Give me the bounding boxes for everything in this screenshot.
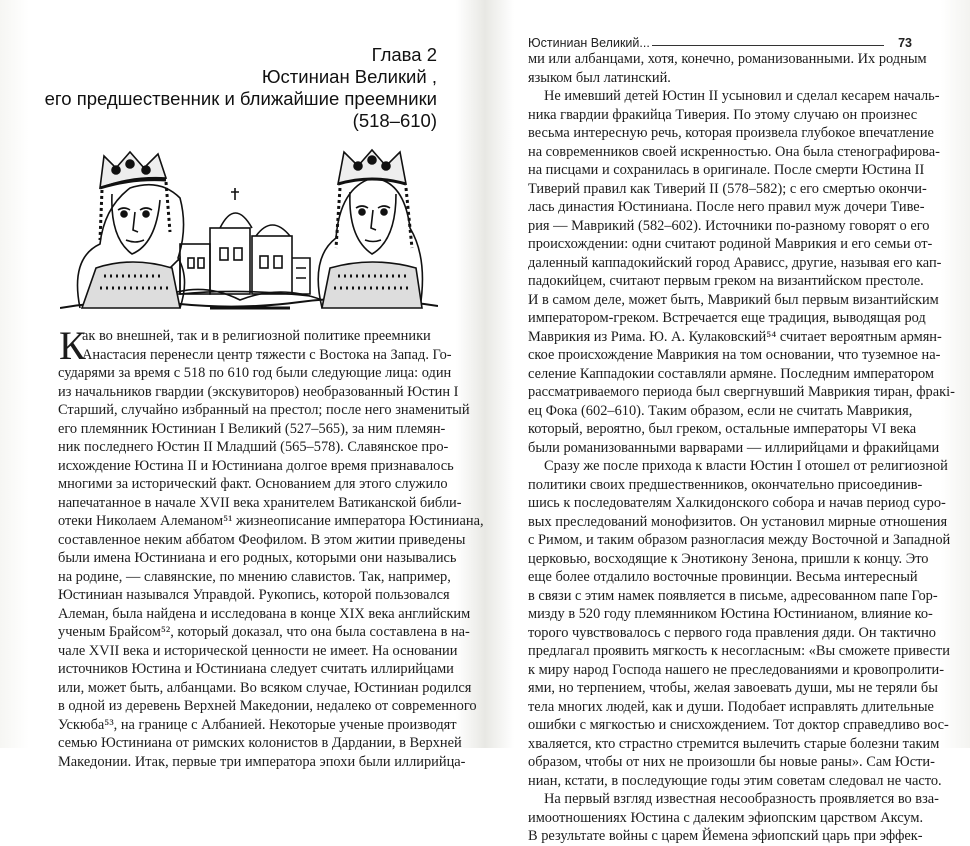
text-line: церковью, восходящие к Энотикону Зенона, пришли к концу. Это bbox=[528, 550, 929, 567]
text-line: Юстиниан назывался Управдой. Рукопись, которой пользовался bbox=[58, 587, 450, 603]
text-line: были имена Юстиниана и его родных, которыми они назывались bbox=[58, 550, 457, 566]
header-rule bbox=[652, 45, 884, 46]
chapter-number: Глава 2 bbox=[371, 44, 437, 65]
chapter-title: Юстиниан Великий , bbox=[261, 66, 437, 87]
text-line: чале XVII века и исторической ценности не имеет. На основании bbox=[58, 642, 458, 659]
text-line: имоотношениях Юстина с далеким эфиопским царством Аксум. bbox=[528, 809, 924, 826]
text-line: Македонии. Итак, первые три императора эпохи были иллирийца- bbox=[58, 753, 466, 770]
text-line: в одной из деревень Верхней Македонии, недалеко от современного bbox=[58, 698, 477, 714]
drop-cap: К bbox=[59, 323, 86, 368]
text-line: сударями за время с 518 по 610 год были следующие лица: один bbox=[58, 365, 452, 381]
chapter-heading bbox=[37, 44, 437, 132]
text-line: даленный каппадокийский город Арависс, другие, называя его кап- bbox=[528, 254, 942, 271]
text-line: лась династия Юстиниана. После него правил муж дочери Тиве- bbox=[528, 199, 925, 215]
left-body-text bbox=[58, 323, 484, 771]
text-line: хваляется, кто страстно стремится вылечить старые болезни таким bbox=[528, 735, 940, 752]
text-line: шись к последователям Халкидонского собора и начав период суро- bbox=[528, 495, 946, 511]
text-line: торого чувствовалось с первого года правления дяди. Он тактично bbox=[528, 624, 936, 641]
text-line: селение Каппадокии составляли армяне. Последним императором bbox=[528, 365, 935, 382]
right-body-text bbox=[528, 50, 955, 846]
chapter-subtitle: его предшественник и ближайшие преемники bbox=[44, 88, 437, 109]
text-line: тела многих людей, как и души. Подобает исправлять длительные bbox=[528, 698, 934, 715]
text-line: ника гвардии фракийца Тиверия. По этому случаю он произнес bbox=[528, 106, 918, 123]
text-line: образом, чтобы от них не произошли бы новые раны». Сам Юсти- bbox=[528, 754, 935, 770]
left-page bbox=[0, 0, 485, 770]
text-line: были романизованными варварами — иллирийцами и фракийцами bbox=[528, 439, 940, 456]
text-line: на писцами и сохранилась в оригинале. После смерти Юстина II bbox=[528, 162, 925, 178]
text-line: И в самом деле, может быть, Маврикий был первым византийским bbox=[528, 291, 939, 308]
text-line: рия — Маврикий (582–602). Источники по-разному говорят о его bbox=[528, 217, 930, 234]
text-line: ми или албанцами, хотя, конечно, романизованными. Их родным bbox=[528, 51, 927, 67]
text-line: ошибки с мягкостью и снисхождением. Тот доктор справедливо вос- bbox=[528, 717, 949, 733]
chapter-illustration bbox=[60, 148, 438, 316]
text-line: языком был латинский. bbox=[528, 69, 671, 86]
text-line: Анастасия перенесли центр тяжести с Востока на Запад. Го- bbox=[82, 346, 452, 363]
page-number: 73 bbox=[898, 36, 912, 50]
text-line: ями, но терпением, чтобы, желая завоевать души, мы не теряли бы bbox=[528, 680, 938, 696]
text-line: ученым Брайсом⁵², который доказал, что она была составлена в на- bbox=[58, 624, 470, 640]
text-line: на родине, — славянские, по мнению славистов. Так, например, bbox=[58, 568, 451, 585]
text-line: предлагал проявить мягкость к несогласным: «Вы сможете привести bbox=[528, 643, 950, 659]
text-line: На первый взгляд известная несообразность проявляется во вза- bbox=[544, 791, 939, 807]
running-title: Юстиниан Великий... bbox=[528, 36, 650, 50]
text-line: ник последнего Юстин II Младший (565–578). Славянское про- bbox=[58, 439, 449, 455]
text-line: его племянник Юстиниан I Великий (527–565), за ним племян- bbox=[58, 420, 446, 437]
chapter-dates: (518–610) bbox=[352, 110, 437, 131]
text-line: весьма интересную речь, которая произвела глубокое впечатление bbox=[528, 125, 934, 141]
text-line: ское происхождение Маврикия на том основании, что туземное на- bbox=[528, 347, 941, 363]
text-line: императором-греком. Встречается еще традиция, выводящая род bbox=[528, 310, 926, 326]
text-line: из начальников гвардии (экскувиторов) необразованный Юстин I bbox=[58, 383, 459, 400]
text-line: исхождение Юстина II и Юстиниана долгое время признавалось bbox=[58, 457, 454, 474]
text-line: отеки Николаем Алеманом⁵¹ жизнеописание императора Юстиниана, bbox=[58, 513, 484, 529]
text-line: или, может быть, албанцами. Во всяком случае, Юстиниан родился bbox=[58, 679, 472, 696]
text-line: происхождении: одни считают родиной Маврикия и его семьи от- bbox=[528, 236, 933, 252]
text-line: в связи с этим намек появляется в письме, адресованном папе Гор- bbox=[528, 587, 938, 604]
text-line: политики своих предшественников, окончательно присоединив- bbox=[528, 476, 923, 493]
text-line: к миру народ Господа нашего не преследованиями и кровопролити- bbox=[528, 661, 945, 678]
text-line: многими за исторический факт. Основанием для этого служило bbox=[58, 476, 448, 492]
text-line: Ускюба⁵³, на границе с Албанией. Некоторые ученые производят bbox=[58, 716, 457, 733]
text-line: В результате войны с царем Йемена эфиопский царь при эффек- bbox=[528, 828, 923, 844]
text-line: Старший, случайно избранный на престол; после него знаменитый bbox=[58, 402, 470, 418]
text-line: на современников своей искренностью. Она была стенографирова- bbox=[528, 143, 940, 160]
text-line: вых преследований монофизитов. Он установил мирные отношения bbox=[528, 513, 948, 530]
text-line: падокийцем, считают первым греком на византийском престоле. bbox=[528, 273, 924, 289]
first-line-text: ак во внешней, так и в религиозной политике преемники bbox=[82, 328, 431, 344]
text-line: с Римом, и таким образом разногласия между Восточной и Западной bbox=[528, 532, 951, 548]
text-line: составленное неким аббатом Феофилом. В этом житии приведены bbox=[58, 531, 466, 548]
text-line: ниан, кстати, в последующие годы этим советам следовал не часто. bbox=[528, 772, 942, 789]
text-line: семью Юстиниана от римских колонистов в Дардании, в Верхней bbox=[58, 735, 462, 751]
running-header bbox=[528, 36, 912, 50]
text-line: Сразу же после прихода к власти Юстин I отошел от религиозной bbox=[544, 458, 948, 474]
text-line: мизду в 520 году племянником Юстина Юстинианом, влияние ко- bbox=[528, 606, 933, 622]
text-line: который, вероятно, был греком, остальные императоры VI века bbox=[528, 421, 917, 437]
text-line: Алеман, была найдена и исследована в конце XIX века английским bbox=[58, 605, 471, 622]
text-line: ец Фока (602–610). Таким образом, если не считать Маврикия, bbox=[528, 402, 913, 419]
text-line: еще более отдалило восточные провинции. Весьма интересный bbox=[528, 569, 918, 585]
text-line: Тиверий правил как Тиверий II (578–582); с его смертью окончи- bbox=[528, 180, 927, 197]
text-line: Не имевший детей Юстин II усыновил и сделал кесарем началь- bbox=[544, 88, 940, 104]
text-line: рассматриваемого периода был свергнувший Маврикия тиран, фракі- bbox=[528, 384, 955, 400]
text-line: Маврикия из Рима. Ю. А. Кулаковский⁵⁴ считает вероятным армян- bbox=[528, 328, 942, 345]
text-line: источников Юстина и Юстиниана следует считать иллирийцами bbox=[58, 661, 454, 677]
text-line: напечатанное в начале XVII века хранителем Ватиканской библи- bbox=[58, 494, 462, 511]
